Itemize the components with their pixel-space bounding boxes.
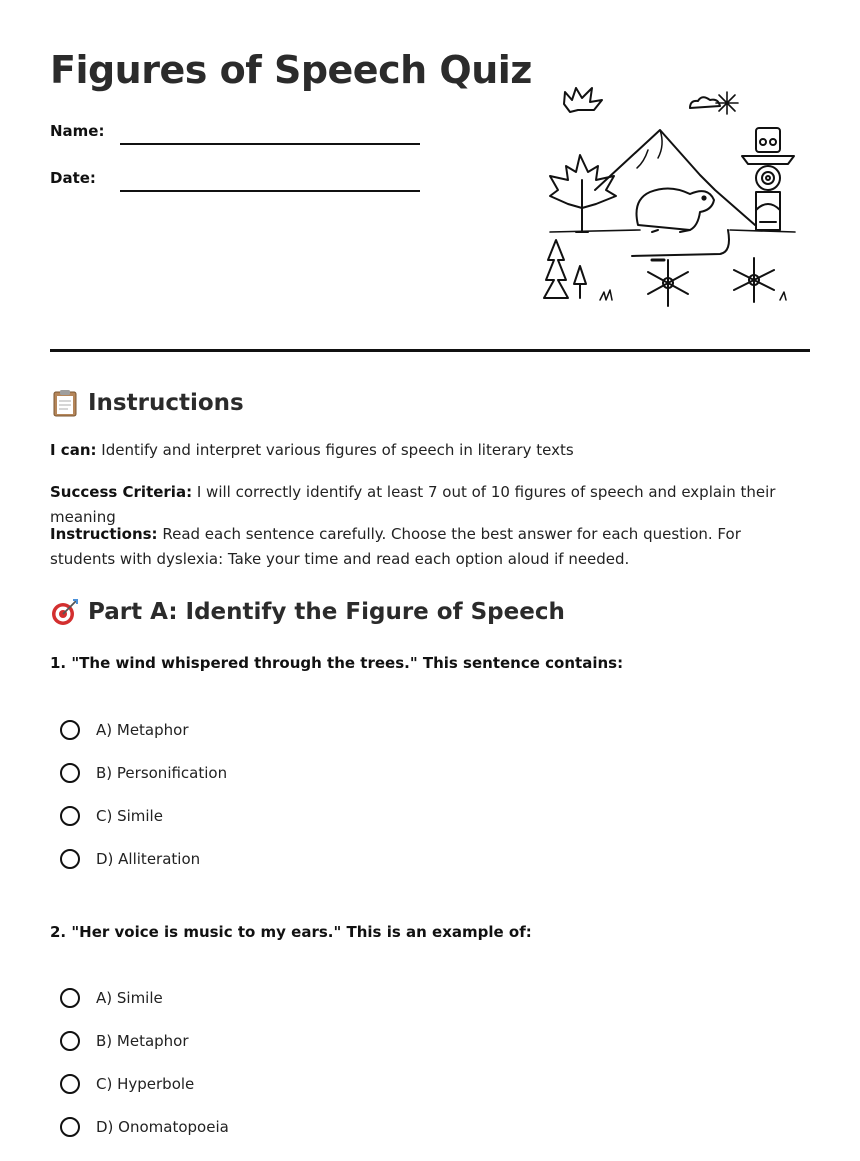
radio-button[interactable] (60, 988, 80, 1008)
option-label: A) Metaphor (96, 721, 189, 739)
radio-button[interactable] (60, 1117, 80, 1137)
clipboard-icon (50, 388, 80, 418)
instructions-label: Instructions: (50, 525, 158, 543)
beaver-icon (637, 188, 715, 232)
question-2: 2. "Her voice is music to my ears." This is an example of: (50, 923, 532, 941)
option-label: D) Alliteration (96, 850, 201, 868)
maple-leaf-icon (550, 155, 616, 232)
option-label: B) Personification (96, 764, 228, 782)
option-label: D) Onomatopoeia (96, 1118, 229, 1136)
page-title: Figures of Speech Quiz (50, 48, 532, 92)
radio-button[interactable] (60, 849, 80, 869)
i-can-label: I can: (50, 441, 97, 459)
q2-option-b[interactable] (60, 1031, 189, 1051)
part-a-heading (50, 597, 565, 627)
date-label: Date: (50, 169, 96, 187)
question-1: 1. "The wind whispered through the trees." This sentence contains: (50, 654, 624, 672)
instructions-heading-text: Instructions (88, 390, 244, 416)
name-label: Name: (50, 122, 105, 140)
header-divider (50, 349, 810, 352)
radio-button[interactable] (60, 720, 80, 740)
option-label: C) Simile (96, 807, 163, 825)
radio-button[interactable] (60, 763, 80, 783)
part-a-heading-text: Part A: Identify the Figure of Speech (88, 599, 565, 625)
q1-option-c[interactable] (60, 806, 163, 826)
totem-pole-icon (742, 128, 794, 230)
q2-option-a[interactable] (60, 988, 163, 1008)
i-can-text: Identify and interpret various figures of speech in literary texts (101, 441, 574, 459)
success-criteria-text: I will correctly identify at least 7 out of 10 figures of speech and explain their meaning (50, 483, 776, 526)
option-label: C) Hyperbole (96, 1075, 195, 1093)
q2-option-d[interactable] (60, 1117, 229, 1137)
option-label: B) Metaphor (96, 1032, 189, 1050)
instructions-body: Read each sentence carefully. Choose the best answer for each question. For students with dyslexia: Take your time and read each option aloud if needed. (50, 525, 741, 568)
i-can-statement (50, 438, 810, 463)
hockey-stick-icon (632, 230, 729, 260)
small-maple-leaf-icon (564, 88, 602, 112)
cloud-sun-icon (690, 92, 738, 114)
radio-button[interactable] (60, 1031, 80, 1051)
pine-tree-icon (544, 240, 586, 298)
date-field-line[interactable] (120, 190, 420, 192)
snowflake-icon (648, 260, 688, 306)
q1-option-b[interactable] (60, 763, 227, 783)
radio-button[interactable] (60, 806, 80, 826)
success-criteria-label: Success Criteria: (50, 483, 193, 501)
instructions-heading (50, 388, 244, 418)
q1-option-d[interactable] (60, 849, 200, 869)
option-label: A) Simile (96, 989, 163, 1007)
target-icon (50, 597, 80, 627)
canadian-nature-illustration (540, 80, 810, 315)
q1-option-a[interactable] (60, 720, 189, 740)
mountain-icon (595, 130, 755, 225)
name-field-line[interactable] (120, 143, 420, 145)
q2-option-c[interactable] (60, 1074, 194, 1094)
instructions-text (50, 522, 810, 572)
radio-button[interactable] (60, 1074, 80, 1094)
snowflake-icon (734, 258, 774, 302)
